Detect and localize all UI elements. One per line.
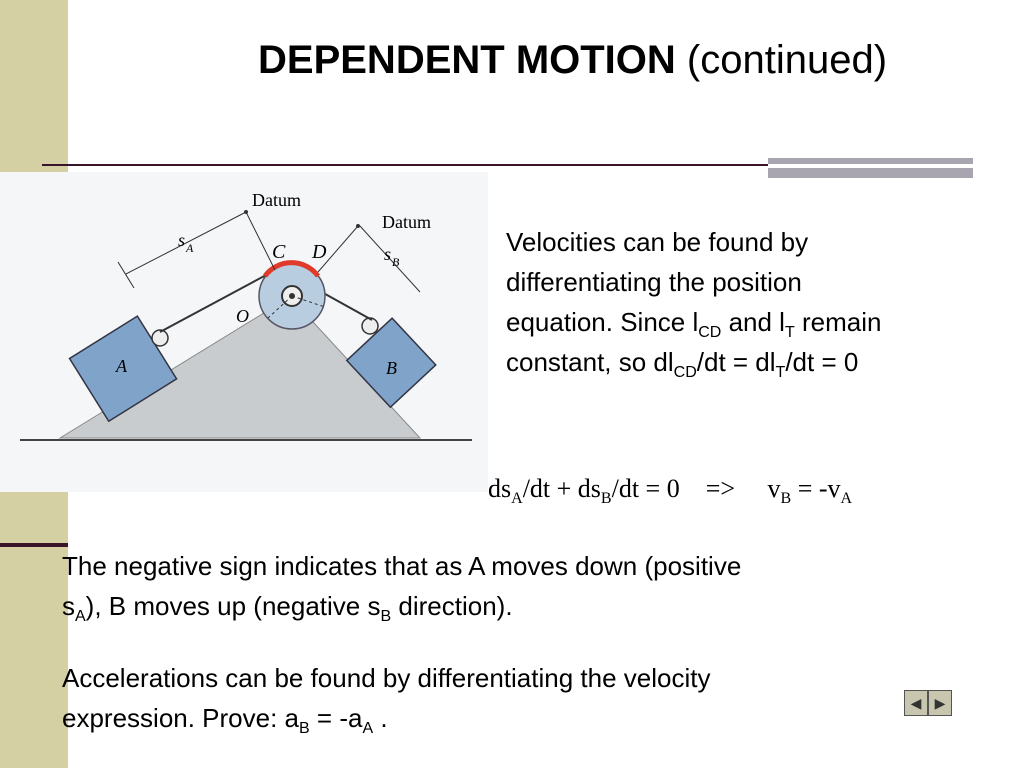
explanation-line-2: differentiating the position bbox=[506, 267, 802, 297]
explanation-line-3: equation. Since $l_{CD}$ and $l_T$ remain bbox=[506, 307, 882, 341]
sa-sub: A bbox=[186, 241, 194, 255]
velocity-equation: $ds_A/dt + ds_B/dt = 0$ => $v_B = -v_A$ bbox=[488, 474, 853, 507]
explanation-line-1: Velocities can be found by bbox=[506, 227, 809, 257]
datum-left-label: Datum bbox=[252, 190, 301, 210]
left-arrow-icon: ◀ bbox=[910, 694, 922, 711]
right-arrow-icon: ▶ bbox=[934, 694, 946, 711]
sb-label: s bbox=[384, 244, 392, 264]
point-o-label: O bbox=[236, 306, 249, 326]
title-normal: (continued) bbox=[675, 38, 888, 82]
slide-title bbox=[258, 38, 998, 83]
block-b-label: B bbox=[386, 358, 397, 378]
cord-b bbox=[318, 290, 372, 320]
point-c-label: C bbox=[272, 241, 286, 263]
sa-label: s bbox=[178, 230, 186, 250]
block-a-label: A bbox=[116, 356, 127, 376]
point-d-label: D bbox=[312, 241, 327, 263]
velocity-explanation bbox=[506, 222, 1021, 382]
pulley-diagram bbox=[0, 172, 488, 492]
side-divider bbox=[0, 543, 68, 547]
negative-sign-paragraph: The negative sign indicates that as A moves down (positive $s_A$), B moves up (negative $s_B$ direction). bbox=[62, 551, 742, 625]
title-underline bbox=[42, 164, 770, 166]
datum-right-label: Datum bbox=[382, 212, 431, 232]
attach-b bbox=[362, 318, 378, 334]
pulley-diagram-svg bbox=[0, 172, 488, 492]
attach-a bbox=[152, 330, 168, 346]
datum-line-left bbox=[246, 212, 275, 270]
title-accent-bar bbox=[768, 158, 973, 178]
sb-sub: B bbox=[392, 255, 400, 269]
slide-navigation bbox=[904, 690, 954, 716]
title-bold: DEPENDENT MOTION bbox=[258, 38, 676, 82]
acceleration-paragraph: Accelerations can be found by differentiating the velocity expression. Prove: $a_B = -a_A$ . bbox=[62, 663, 711, 737]
explanation-line-4: constant, so $dl_{CD}/dt = dl_T/dt = 0$ bbox=[506, 347, 859, 381]
next-slide-button[interactable] bbox=[928, 690, 952, 716]
previous-slide-button[interactable] bbox=[904, 690, 928, 716]
